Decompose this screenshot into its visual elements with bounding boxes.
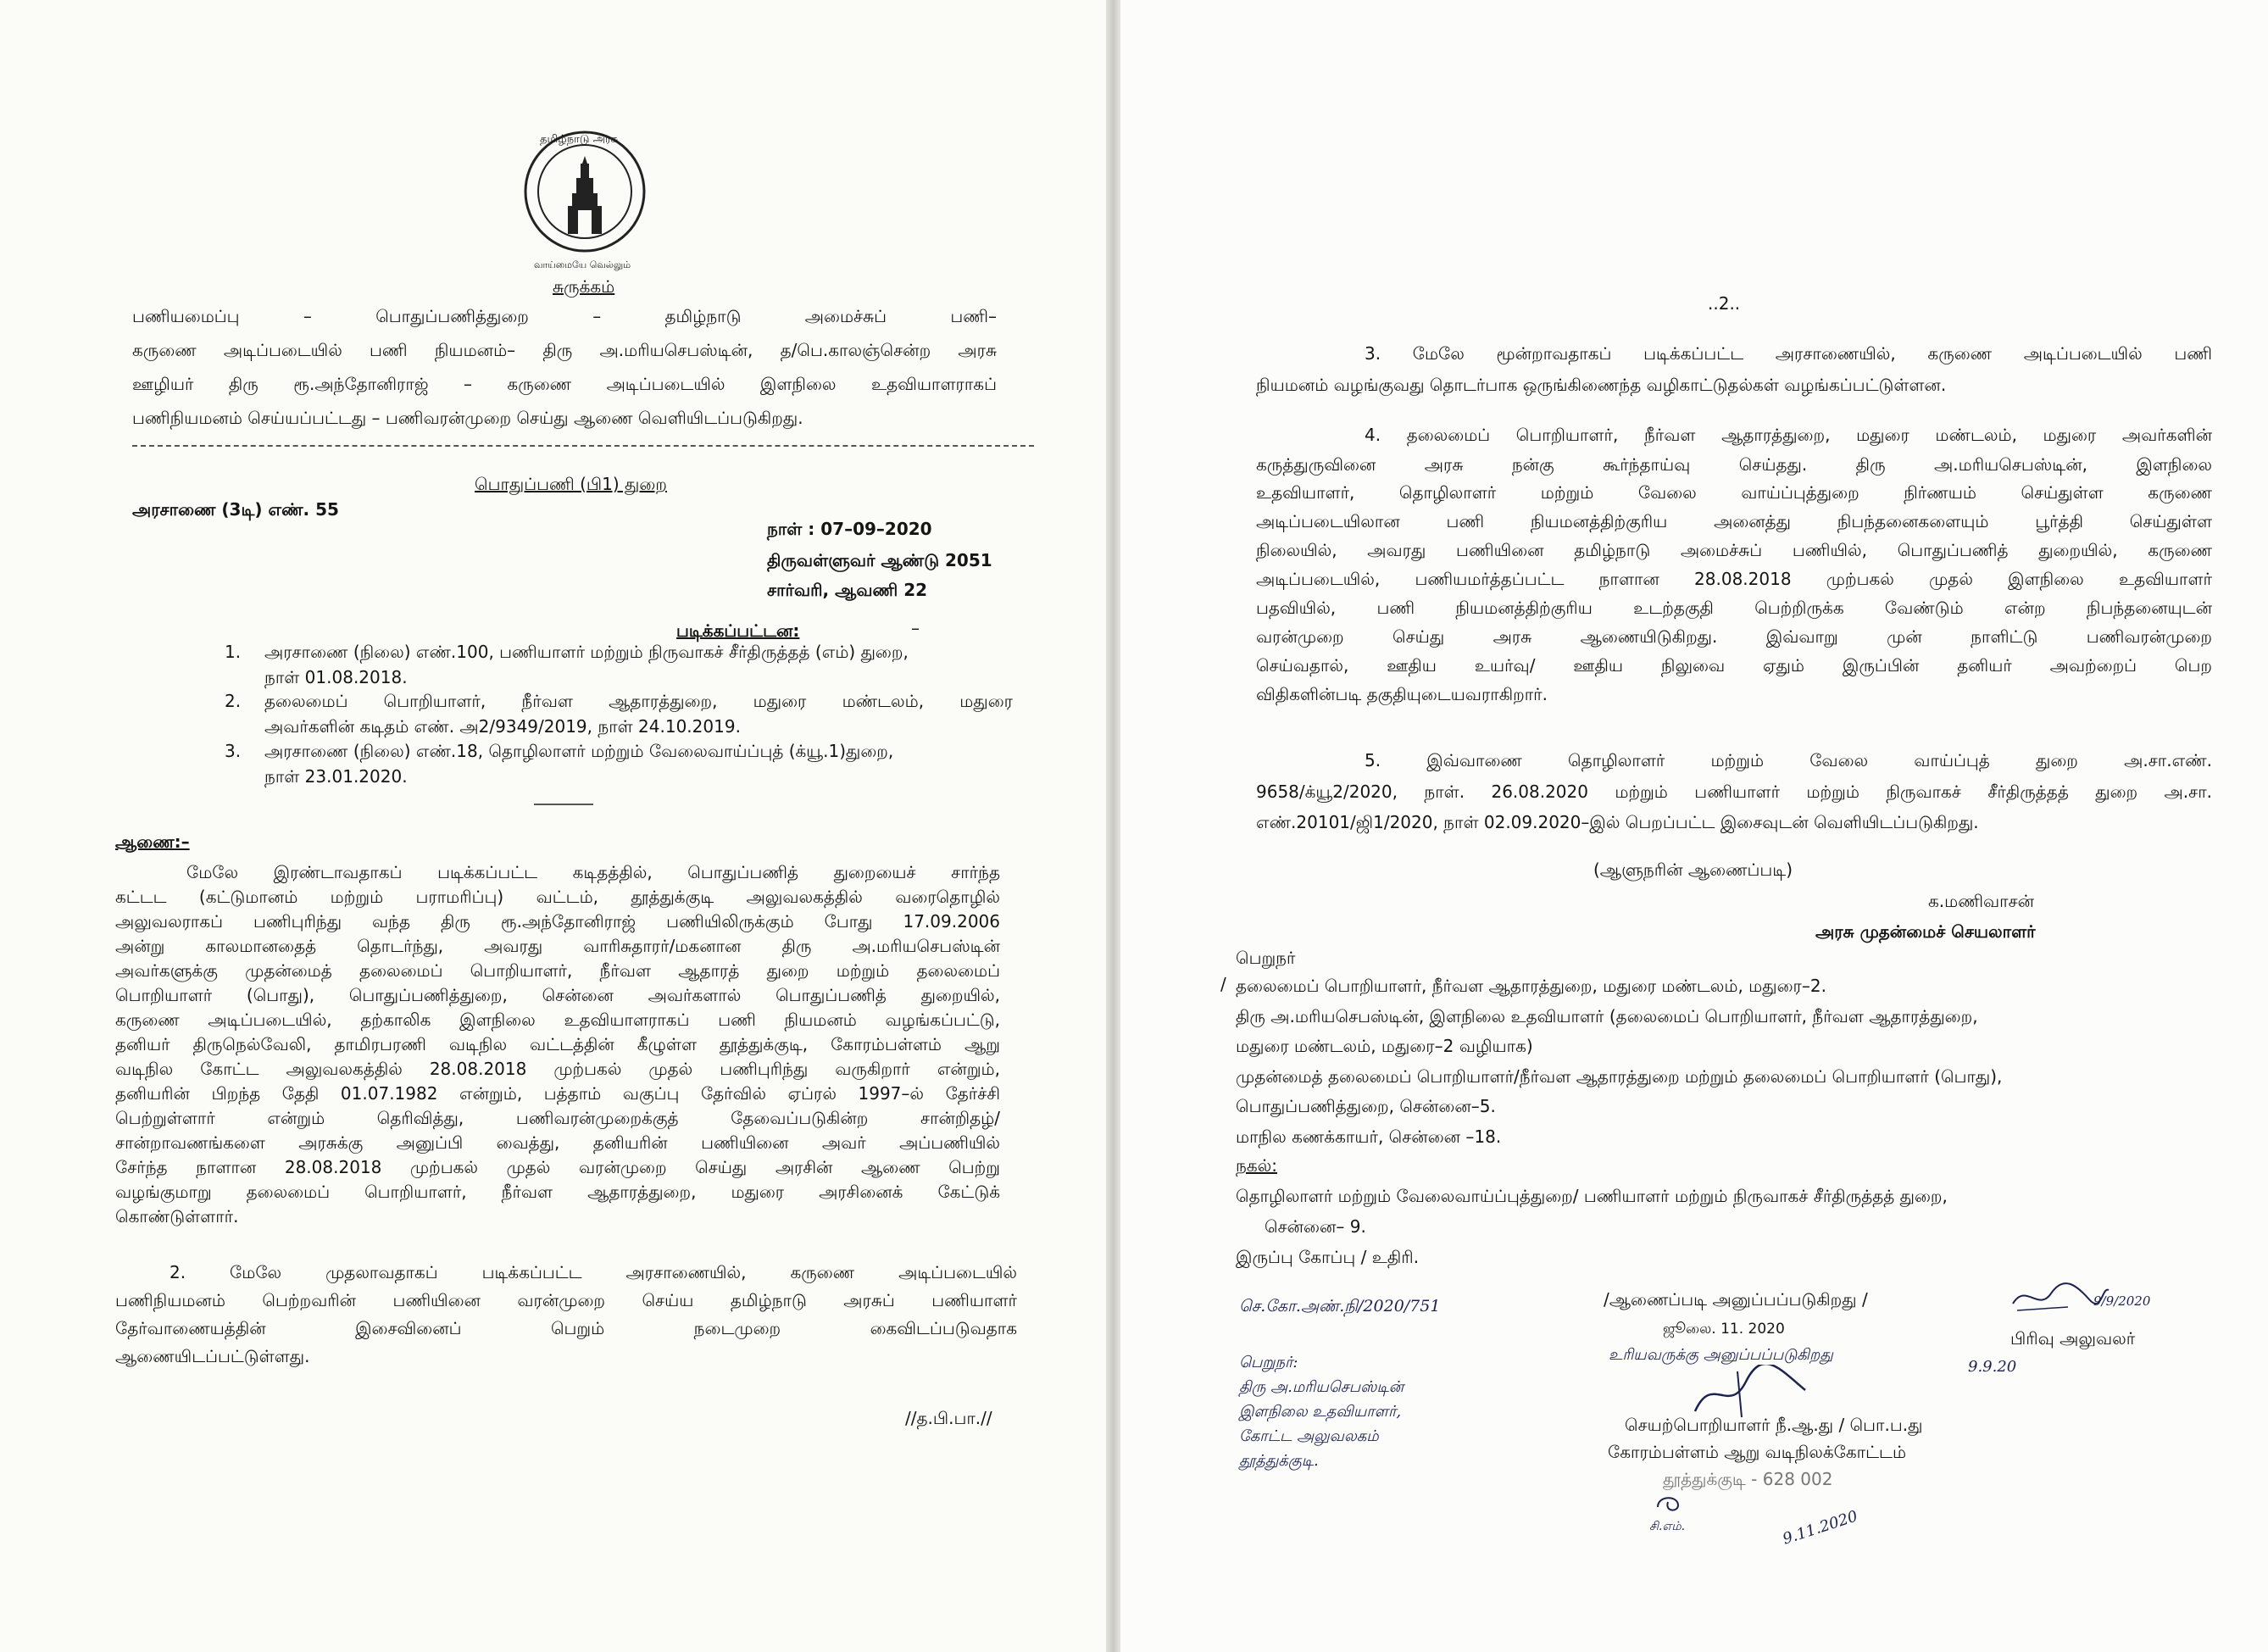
handwritten-address-line: கோட்ட அலுவலகம் bbox=[1239, 1427, 1379, 1445]
recipient-line: பொதுப்பணித்துறை, சென்னை–5. bbox=[1236, 1096, 1496, 1116]
forward-reference: செ.கோ.அண்.நி/2020/751 bbox=[1239, 1297, 1441, 1315]
dash-mark: – bbox=[911, 618, 920, 638]
section-officer-title: பிரிவு அலுவலர் bbox=[2010, 1328, 2136, 1349]
para4-line: வரன்முறை செய்து அரசு ஆணையிடுகிறது. இவ்வாறு முன் நாளிட்டு பணிவரன்முறை bbox=[1256, 626, 2212, 647]
department-heading: பொதுப்பணி (பி1) துறை bbox=[475, 474, 667, 494]
abstract-line: பணிநியமனம் செய்யப்பட்டது – பணிவரன்முறை செய்து ஆணை வெளியிடப்படுகிறது. bbox=[132, 408, 803, 428]
para1-line: சேர்ந்த நாளான 28.08.2018 முற்பகல் முதல் வரன்முறை செய்து அரசின் ஆணை பெற்று bbox=[115, 1157, 1000, 1177]
abstract-line: பணியமைப்பு – பொதுப்பணித்துறை – தமிழ்நாடு அமைச்சுப் பணி– bbox=[132, 306, 997, 326]
left-page bbox=[0, 0, 1106, 1652]
initials-mark bbox=[1653, 1490, 1687, 1516]
copy-line: தொழிலாளர் மற்றும் வேலைவாய்ப்புத்துறை/ பணியாளர் மற்றும் நிருவாகச் சீர்திருத்தத் துறை, bbox=[1236, 1186, 1948, 1206]
read-item-number: 1. bbox=[225, 642, 242, 662]
footer-mark: //த.பி.பா.// bbox=[905, 1408, 992, 1428]
forwarded-text: /ஆணைப்படி அனுப்பப்படுகிறது / bbox=[1604, 1289, 1868, 1310]
para5-line: எண்.20101/ஜி1/2020, நாள் 02.09.2020–இல் பெறப்பட்ட இசைவுடன் வெளியிடப்படுகிறது. bbox=[1256, 812, 1979, 832]
handwritten-slash: / bbox=[1220, 974, 1226, 994]
para1-line: தனியர் திருநெல்வேலி, தாமிரபரணி வடிநில வட்டத்தின் கீழுள்ள தூத்துக்குடி, கோரம்பள்ளம் ஆறு bbox=[115, 1034, 1000, 1054]
recipient-line: மாநில கணக்காயர், சென்னை –18. bbox=[1236, 1126, 1502, 1147]
para1-line: கொண்டுள்ளார். bbox=[115, 1206, 239, 1226]
thiruvalluvar-year: திருவள்ளுவர் ஆண்டு 2051 bbox=[767, 550, 992, 570]
para5-line: 9658/க்யூ2/2020, நாள். 26.08.2020 மற்றும் பணியாளர் மற்றும் நிருவாகச் சீர்திருத்தத் துறை அ.சா. bbox=[1256, 782, 2212, 802]
abstract-line: ஊழியர் திரு ரூ.அந்தோனிராஜ் – கருணை அடிப்படையில் இளநிலை உதவியாளராகப் bbox=[132, 374, 997, 394]
para1-line: பெற்றுள்ளார் என்றும் தெரிவித்து, பணிவரன்முறைக்குத் தேவைப்படுகின்ற சான்றிதழ்/ bbox=[115, 1108, 1000, 1128]
read-heading: படிக்கப்பட்டன: bbox=[676, 620, 800, 641]
para4-line: உதவியாளர், தொழிலாளர் மற்றும் வேலை வாய்ப்புத்துறை நிர்ணயம் செய்துள்ள கருணை bbox=[1256, 482, 2212, 503]
para1-line: வடிநில கோட்ட அலுவலகத்தில் 28.08.2018 முற்பகல் முதல் பணிபுரிந்து வருகிறார் என்றும், bbox=[115, 1059, 1000, 1079]
para4-line: நிலையில், அவரது பணியினை தமிழ்நாடு அமைச்சுப் பணியில், பொதுப்பணித் துறையில், கருணை bbox=[1256, 540, 2212, 560]
tamil-month: சார்வரி, ஆவணி 22 bbox=[767, 580, 928, 600]
stamp-line: செயற்பொறியாளர் நீ.ஆ.து / பொ.ப.து bbox=[1625, 1415, 1923, 1435]
copy-line: சென்னை– 9. bbox=[1265, 1216, 1366, 1237]
stamp-initials: சி.எம். bbox=[1649, 1520, 1686, 1533]
handwritten-address-line: தூத்துக்குடி. bbox=[1239, 1452, 1319, 1470]
go-date: நாள் : 07–09–2020 bbox=[767, 519, 932, 539]
para4-line: கருத்துருவினை அரசு நன்கு கூர்ந்தாய்வு செய்தது. திரு அ.மரியசெபஸ்டின், இளநிலை bbox=[1256, 454, 2212, 475]
handwritten-address-line: திரு அ.மரியசெபஸ்டின் bbox=[1239, 1378, 1404, 1396]
handwritten-date: 9.11.2020 bbox=[1780, 1507, 1860, 1549]
para2-line: தேர்வாணையத்தின் இசைவினைப் பெறும் நடைமுறை கைவிடப்படுவதாக bbox=[115, 1318, 1017, 1338]
copy-heading: நகல்: bbox=[1236, 1155, 1277, 1176]
handwritten-address-line: பெறுநர்: bbox=[1239, 1354, 1298, 1371]
by-order-line: (ஆளுநரின் ஆணைப்படி) bbox=[1593, 859, 1793, 880]
forward-date: ஜூலை. 11. 2020 bbox=[1663, 1321, 1785, 1338]
read-item-line: நாள் 23.01.2020. bbox=[264, 766, 408, 787]
page-number: ..2.. bbox=[1708, 293, 1741, 314]
read-item-line: அரசாணை (நிலை) எண்.18, தொழிலாளர் மற்றும் வேலைவாய்ப்புத் (க்யூ.1)துறை, bbox=[264, 741, 894, 761]
spare-copy: இருப்பு கோப்பு / உதிரி. bbox=[1236, 1247, 1420, 1267]
para2-line: 2. மேலே முதலாவதாகப் படிக்கப்பட்ட அரசாணையில், கருணை அடிப்படையில் bbox=[170, 1262, 1017, 1282]
para4-line: 4. தலைமைப் பொறியாளர், நீர்வள ஆதாரத்துறை, மதுரை மண்டலம், மதுரை அவர்களின் bbox=[1365, 425, 2212, 445]
recipient-line: முதன்மைத் தலைமைப் பொறியாளர்/நீர்வள ஆதாரத்துறை மற்றும் தலைமைப் பொறியாளர் (பொது), bbox=[1236, 1066, 2003, 1087]
recipient-line: தலைமைப் பொறியாளர், நீர்வள ஆதாரத்துறை, மதுரை மண்டலம், மதுரை–2. bbox=[1236, 976, 1826, 996]
para2-line: ஆணையிடப்பட்டுள்ளது. bbox=[115, 1346, 310, 1366]
go-number: அரசாணை (3டி) எண். 55 bbox=[132, 499, 339, 520]
abstract-heading: சுருக்கம் bbox=[553, 276, 615, 297]
para4-line: செய்வதால், ஊதிய உயர்வு/ ஊதிய நிலுவை ஏதும் இருப்பின் தனியர் அவற்றைப் பெற bbox=[1256, 655, 2212, 676]
recipient-line: மதுரை மண்டலம், மதுரை–2 வழியாக) bbox=[1236, 1036, 1533, 1056]
para3-line: நியமனம் வழங்குவது தொடர்பாக ஒருங்கிணைந்த வழிகாட்டுதல்கள் வழங்கப்பட்டுள்ளன. bbox=[1256, 375, 1947, 395]
read-item-number: 2. bbox=[225, 691, 242, 711]
read-item-number: 3. bbox=[225, 741, 242, 761]
short-divider bbox=[534, 804, 593, 805]
emblem-top-text: தமிழ்நாடு அரசு bbox=[540, 133, 619, 146]
handwritten-date: 9.9.20 bbox=[1968, 1358, 2017, 1376]
read-item-line: அவர்களின் கடிதம் எண். அ2/9349/2019, நாள் 24.10.2019. bbox=[264, 716, 741, 737]
para1-line: கட்டட (கட்டுமானம் மற்றும் பராமரிப்பு) வட்டம், தூத்துக்குடி அலுவலகத்தில் வரைதொழில் bbox=[115, 887, 1000, 907]
read-item-line: நாள் 01.08.2018. bbox=[264, 667, 408, 687]
handwritten-date: 9/9/2020 bbox=[2093, 1293, 2151, 1309]
to-heading: பெறுநர் bbox=[1236, 948, 1296, 968]
abstract-line: கருணை அடிப்படையில் பணி நியமனம்– திரு அ.மரியசெபஸ்டின், த/பெ.காலஞ்சென்ற அரசு bbox=[132, 340, 997, 360]
page-gutter bbox=[1106, 0, 1120, 1652]
read-item-line: தலைமைப் பொறியாளர், நீர்வள ஆதாரத்துறை, மதுரை மண்டலம், மதுரை bbox=[264, 691, 1013, 711]
para1-line: பொறியாளர் (பொது), பொதுப்பணித்துறை, சென்னை அவர்களால் பொதுப்பணித் துறையில், bbox=[115, 985, 1000, 1005]
emblem-motto: வாய்மையே வெல்லும் bbox=[534, 259, 631, 270]
para4-line: அடிப்படையில், பணியமர்த்தப்பட்ட நாளான 28.08.2018 முற்பகல் முதல் இளநிலை உதவியாளர் bbox=[1256, 569, 2212, 589]
handwritten-forward-note: உரியவருக்கு அனுப்பப்படுகிறது bbox=[1609, 1346, 1833, 1364]
para4-line: அடிப்படையிலான பணி நியமனத்திற்குரிய அனைத்து நிபந்தனைகளையும் பூர்த்தி செய்துள்ள bbox=[1256, 511, 2212, 531]
para1-line: அவர்களுக்கு முதன்மைத் தலைமைப் பொறியாளர், நீர்வள ஆதாரத் துறை மற்றும் தலைமைப் bbox=[115, 960, 1000, 981]
order-heading: ஆணை:– bbox=[115, 832, 190, 852]
para5-line: 5. இவ்வாணை தொழிலாளர் மற்றும் வேலை வாய்ப்புத் துறை அ.சா.எண். bbox=[1365, 750, 2212, 770]
para1-line: அலுவலராகப் பணிபுரிந்து வந்த திரு ரூ.அந்தோனிராஜ் பணியிலிருக்கும் போது 17.09.2006 bbox=[115, 911, 1000, 932]
para1-line: அன்று காலமானதைத் தொடர்ந்து, அவரது வாரிசுதாரர்/மகனான திரு அ.மரியசெபஸ்டின் bbox=[115, 936, 1000, 956]
stamp-line: கோரம்பள்ளம் ஆறு வடிநிலக்கோட்டம் bbox=[1608, 1442, 1907, 1462]
para3-line: 3. மேலே மூன்றாவதாகப் படிக்கப்பட்ட அரசாணையில், கருணை அடிப்படையில் பணி bbox=[1365, 343, 2212, 364]
signatory-title: அரசு முதன்மைச் செயலாளர் bbox=[1815, 921, 2036, 942]
para4-line: விதிகளின்படி தகுதியுடையவராகிறார். bbox=[1256, 684, 1548, 704]
right-page bbox=[1120, 0, 2268, 1652]
divider-line bbox=[132, 445, 1034, 447]
read-item-line: அரசாணை (நிலை) எண்.100, பணியாளர் மற்றும் நிருவாகச் சீர்திருத்தத் (எம்) துறை, bbox=[264, 642, 909, 662]
para4-line: பதவியில், பணி நியமனத்திற்குரிய உடற்தகுதி பெற்றிருக்க வேண்டும் என்ற நிபந்தனையுடன் bbox=[1256, 598, 2212, 618]
handwritten-address-line: இளநிலை உதவியாளர், bbox=[1239, 1403, 1402, 1421]
para1-line: வழங்குமாறு தலைமைப் பொறியாளர், நீர்வள ஆதாரத்துறை, மதுரை அரசினைக் கேட்டுக் bbox=[115, 1182, 1000, 1202]
signatory-name: க.மணிவாசன் bbox=[1928, 891, 2035, 911]
para1-line: கருணை அடிப்படையில், தற்காலிக இளநிலை உதவியாளராகப் பணி நியமனம் வழங்கப்பட்டு, bbox=[115, 1010, 1000, 1030]
recipient-line: திரு அ.மரியசெபஸ்டின், இளநிலை உதவியாளர் (தலைமைப் பொறியாளர், நீர்வள ஆதாரத்துறை, bbox=[1236, 1006, 1978, 1026]
para1-line: சான்றாவணங்களை அரசுக்கு அனுப்பி வைத்து, தனியரின் பணியினை அவர் அப்பணியில் bbox=[115, 1132, 1001, 1153]
para1-line: தனியரின் பிறந்த தேதி 01.07.1982 என்றும், பத்தாம் வகுப்பு தேர்வில் ஏப்ரல் 1997–ல் தேர்ச்சி bbox=[115, 1083, 1000, 1104]
stamp-line: தூத்துக்குடி - 628 002 bbox=[1663, 1469, 1833, 1489]
para2-line: பணிநியமனம் பெற்றவரின் பணியினை வரன்முறை செய்ய தமிழ்நாடு அரசுப் பணியாளர் bbox=[115, 1290, 1017, 1310]
para1-line: மேலே இரண்டாவதாகப் படிக்கப்பட்ட கடிதத்தில், பொதுப்பணித் துறையைச் சார்ந்த bbox=[186, 862, 1000, 882]
